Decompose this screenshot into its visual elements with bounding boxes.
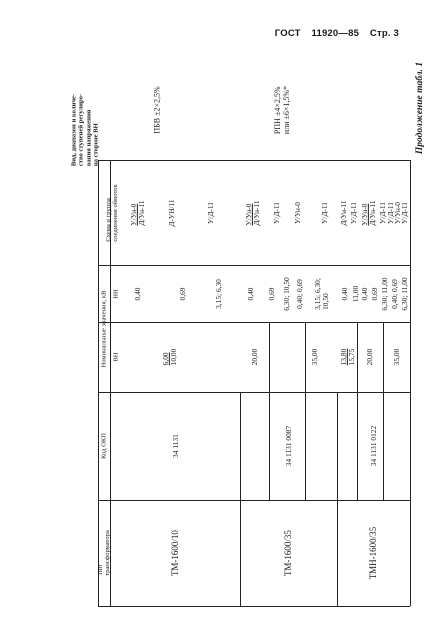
- page-header: [267, 28, 399, 39]
- scheme-cell-s14: У/Д-11: [399, 201, 409, 224]
- lv-cell-g2b: 0,69: [266, 287, 276, 300]
- scheme-cell-s3: У/Д-11: [205, 201, 215, 224]
- table-caption: Продолжение табл. 1: [414, 61, 425, 155]
- scheme-cell-s10: У/Ун-0 Д/Ун-11: [359, 199, 377, 226]
- lv-cell-g2d: 0,40; 0,69: [294, 278, 304, 309]
- scheme-cell-s9: У/Д-11: [348, 201, 358, 224]
- lv-cell-g1a: 0,40: [132, 287, 142, 300]
- hv-cell-4: 13,80 15,75: [338, 348, 356, 366]
- lv-cell-g3f: 0,40; 0,69: [389, 278, 399, 309]
- table-right-border: [410, 160, 411, 606]
- hv-cell-3: 35,00: [309, 348, 319, 366]
- scheme-cell-s12: У/Д-11: [385, 201, 395, 224]
- scheme-cell-s7: У/Д-11: [319, 201, 329, 224]
- scheme-cell-s5: У/Д-11: [271, 201, 281, 224]
- col-header-lv: НН: [112, 288, 120, 299]
- scheme-cell-s4: У/Ун-0 Д/Ун-11: [243, 199, 261, 226]
- col-header-type: Тип трансформатора: [96, 530, 111, 576]
- lv-cell-g2a: 0,40: [245, 287, 255, 300]
- lv-cell-g3b: 11,00: [350, 285, 360, 302]
- col-header-hv: ВН: [112, 352, 120, 362]
- lv-cell-g3d: 0,69: [369, 287, 379, 300]
- scheme-cell-s8: Д/Ун-11: [338, 199, 348, 226]
- lv-cell-g3c: 0,40: [359, 287, 369, 300]
- table-bottom-border: [98, 606, 410, 607]
- lv-cell-g3g: 6,30; 11,00: [399, 276, 409, 311]
- col-header-nominal: Номинальные значения, кВ: [100, 289, 108, 368]
- regulation-cell-1: ПБВ ±2×2,5%: [152, 86, 162, 134]
- type-cell-tm-1600-35: ТМ-1600/35: [283, 530, 294, 576]
- lv-cell-g2c: 6,30; 10,50: [281, 276, 291, 311]
- scheme-cell-s11: У/Д-11: [377, 201, 387, 224]
- scheme-cell-s1: У/Ун-0 Д/Ун-11: [128, 199, 146, 226]
- col-header-scheme: Схема и группа соединения обмоток: [104, 183, 119, 242]
- lv-cell-g1c: 3,15; 6,30: [213, 278, 223, 309]
- type-cell-tm-1600-10: ТМ-1600/10: [170, 530, 181, 576]
- type-cell-tmn-1600-35: ТМН-1600/35: [368, 526, 379, 580]
- code-cell-3: 34 1131 0122: [368, 425, 378, 467]
- lv-cell-g3e: 6,30; 11,00: [379, 276, 389, 311]
- scheme-cell-s13: У/Ун-0: [392, 201, 402, 224]
- regulation-cell-3: РПН ±4×2,5% или ±6×1,5%*: [273, 85, 291, 135]
- hv-cell-1: 6,00 10,00: [160, 348, 178, 366]
- gost-number: 11920—85: [311, 28, 360, 39]
- lv-cell-g1b: 0,69: [177, 287, 187, 300]
- scheme-cell-s2: Д-УН/11: [166, 198, 176, 227]
- hv-cell-2: 20,00: [249, 348, 259, 366]
- code-cell-2: 34 1131 0087: [283, 425, 293, 467]
- lv-cell-g3a: 0,40: [339, 287, 349, 300]
- hv-cell-5: 20,00: [364, 348, 374, 366]
- col-header-code: Код ОКП: [100, 432, 108, 460]
- code-cell-1: 34 1131: [170, 434, 180, 458]
- hv-cell-6: 35,00: [391, 348, 401, 366]
- col-header-regulation: Вид, диапазон и количе- ство ступеней регулиро- вания напряжения на стороне ВН: [70, 93, 100, 167]
- page-number: Стр. 3: [369, 28, 399, 39]
- lv-cell-g2e: 3,15; 6,30; 10,50: [312, 277, 330, 310]
- gost-label: ГОСТ: [274, 28, 301, 39]
- scheme-cell-s6: У/Ун-0: [292, 201, 302, 224]
